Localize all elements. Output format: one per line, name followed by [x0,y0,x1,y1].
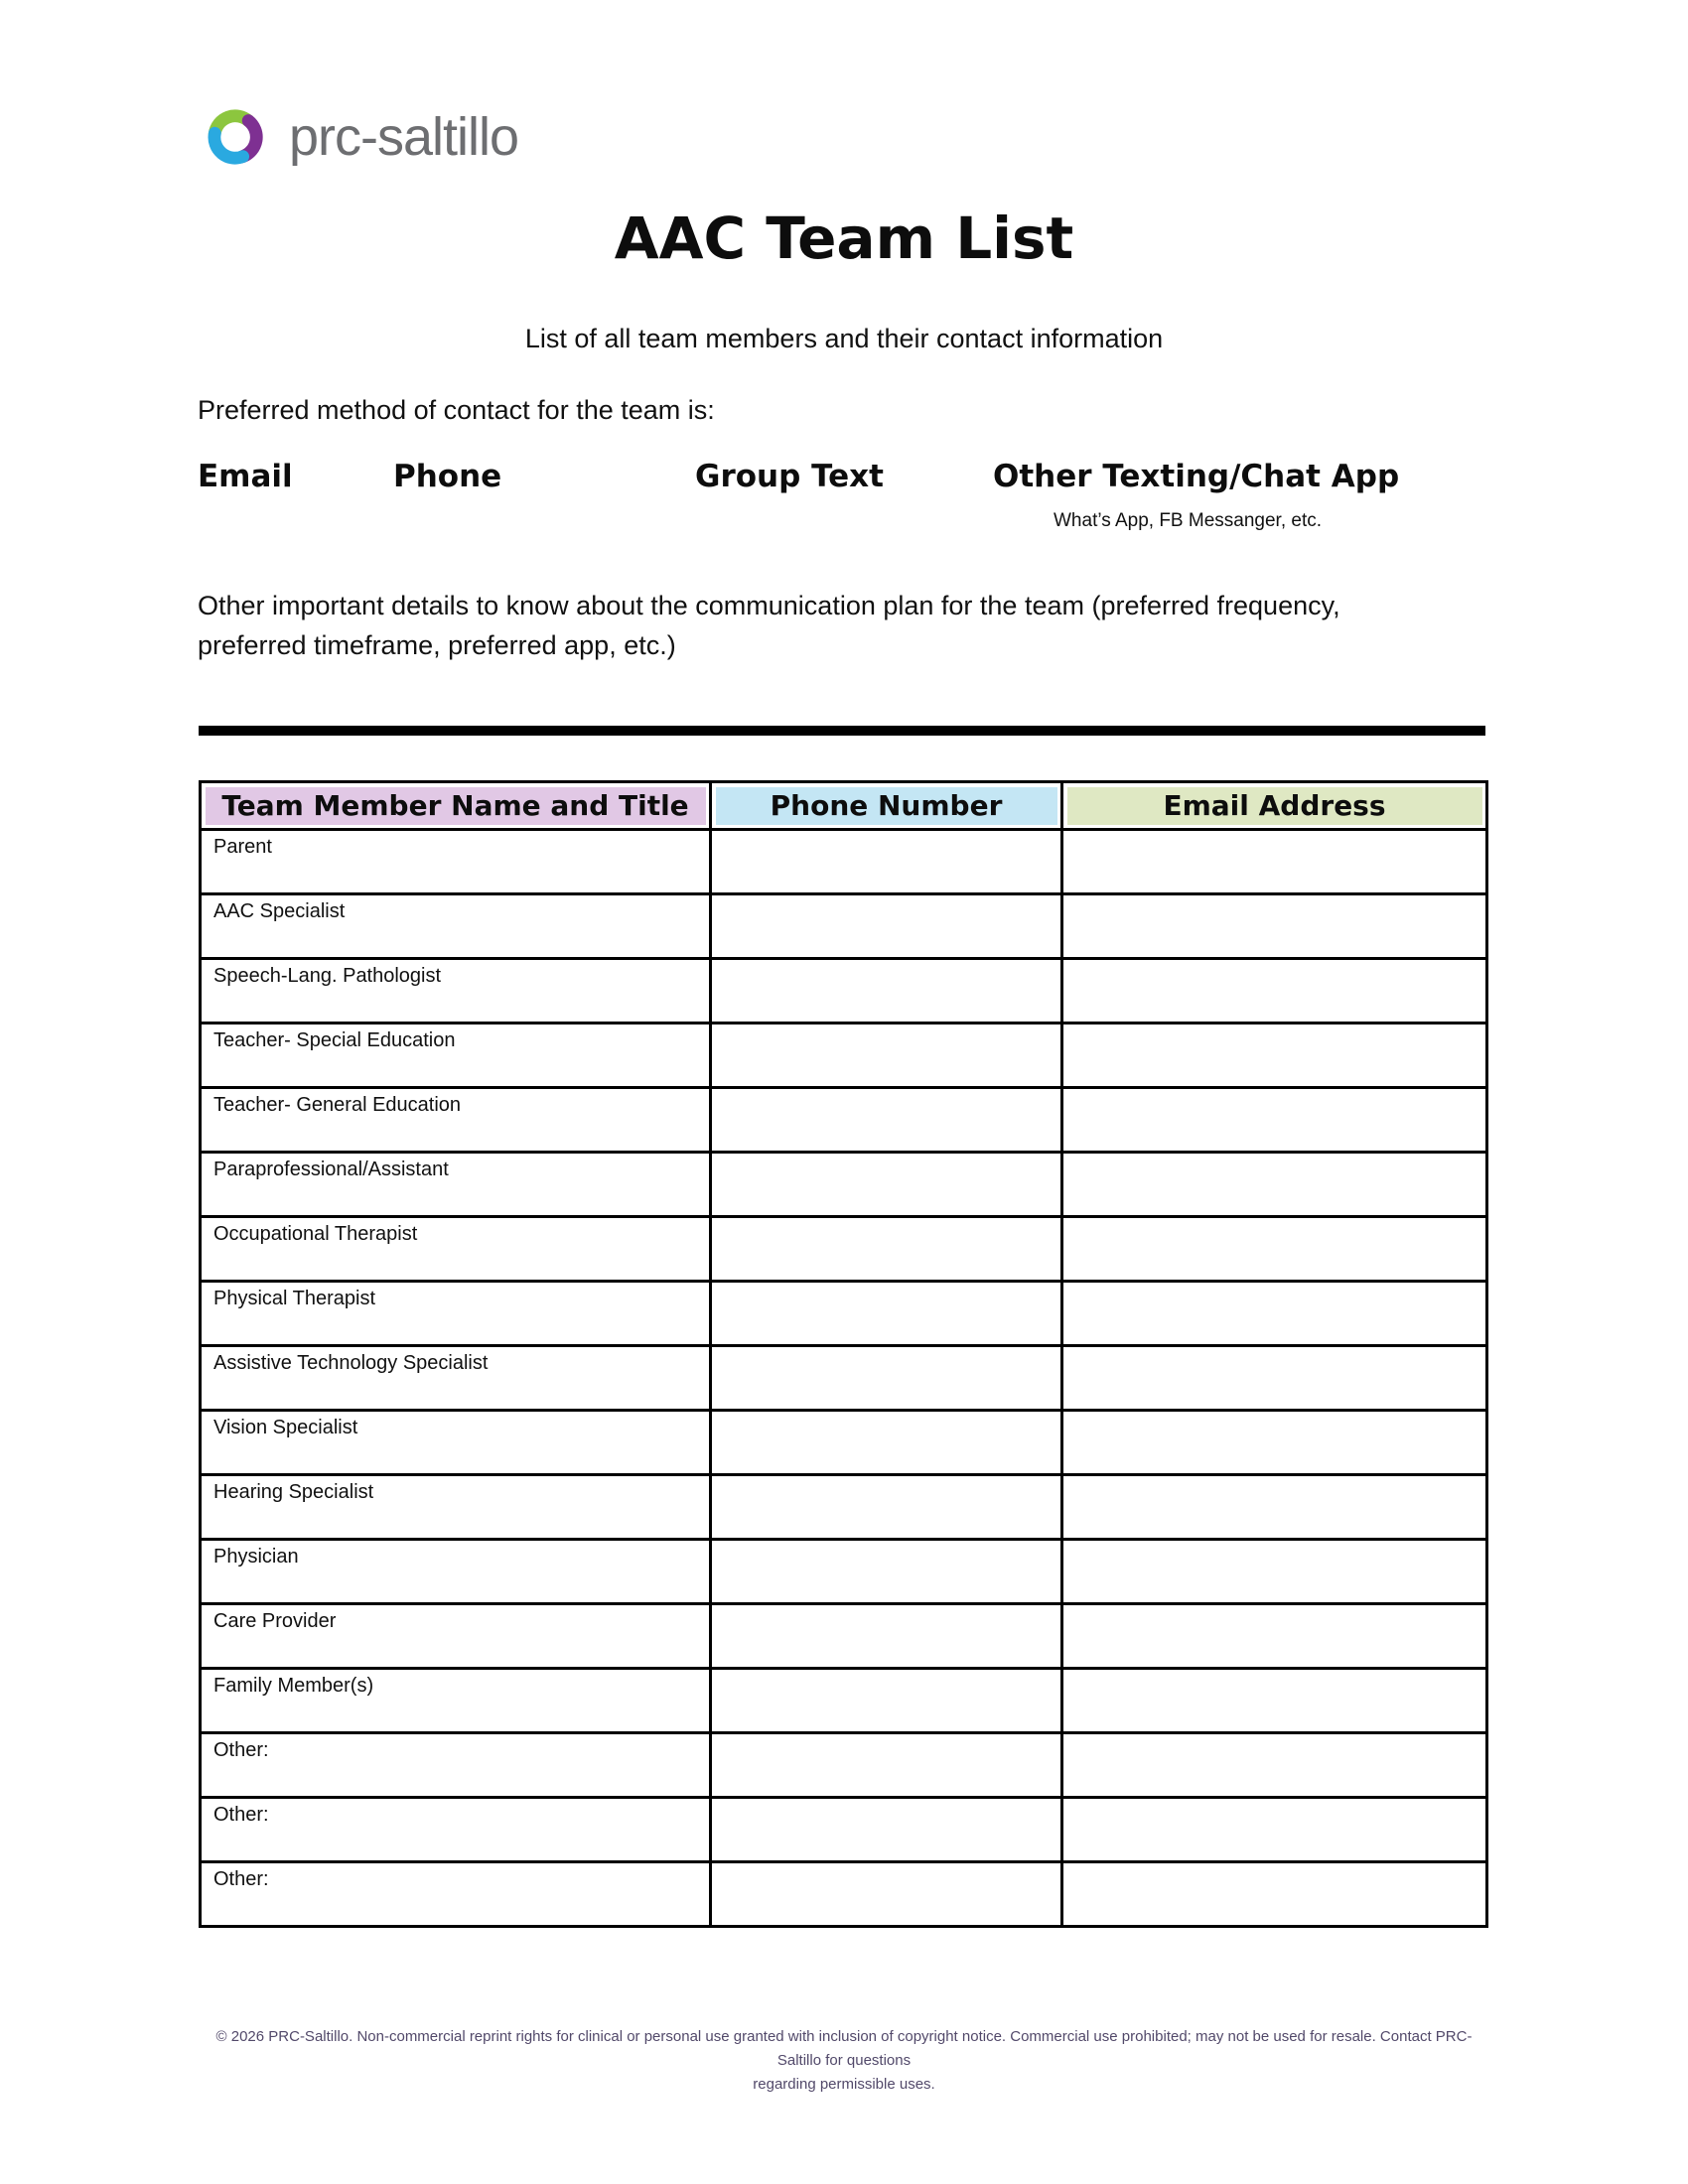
role-cell: Teacher- Special Education [201,1024,711,1088]
email-cell [1062,1475,1487,1540]
email-cell [1062,894,1487,959]
role-cell: Assistive Technology Specialist [201,1346,711,1411]
email-cell [1062,830,1487,894]
contact-option-phone: Phone [393,459,502,494]
table-row [201,1282,1487,1346]
role-cell: Other: [201,1798,711,1862]
phone-cell [711,1862,1062,1927]
page-subtitle: List of all team members and their contact information [524,324,1164,353]
table-row [201,1411,1487,1475]
phone-cell [711,1411,1062,1475]
role-cell: AAC Specialist [201,894,711,959]
team-table [199,780,1488,1928]
email-cell [1062,1733,1487,1798]
table-row [201,1604,1487,1669]
role-cell: Teacher- General Education [201,1088,711,1153]
details-paragraph: Other important details to know about the communication plan for the team (preferred frequency, preferred timeframe, preferred app, etc.) [198,591,1340,660]
table-row [201,1540,1487,1604]
phone-cell [711,1217,1062,1282]
role-cell: Physical Therapist [201,1282,711,1346]
phone-cell [711,1604,1062,1669]
phone-cell [711,1669,1062,1733]
table-row [201,1862,1487,1927]
table-row [201,1733,1487,1798]
role-cell: Occupational Therapist [201,1217,711,1282]
contact-option-email: Email [198,459,293,494]
email-cell [1062,1862,1487,1927]
role-cell: Speech-Lang. Pathologist [201,959,711,1024]
prc-saltillo-logo [196,97,518,177]
contact-option-other-app: Other Texting/Chat App [993,459,1400,494]
phone-cell [711,1540,1062,1604]
table-row [201,1475,1487,1540]
email-cell [1062,1024,1487,1088]
role-cell: Hearing Specialist [201,1475,711,1540]
email-cell [1062,1153,1487,1217]
team-table-body [201,830,1487,1927]
email-cell [1062,1346,1487,1411]
header-name-title: Team Member Name and Title [201,782,711,830]
role-cell: Vision Specialist [201,1411,711,1475]
phone-cell [711,830,1062,894]
phone-cell [711,1346,1062,1411]
role-cell: Other: [201,1733,711,1798]
table-row [201,1088,1487,1153]
role-cell: Paraprofessional/Assistant [201,1153,711,1217]
table-row [201,1798,1487,1862]
contact-option-group-text: Group Text [695,459,884,494]
role-cell: Family Member(s) [201,1669,711,1733]
phone-cell [711,959,1062,1024]
table-row [201,1217,1487,1282]
phone-cell [711,1088,1062,1153]
section-divider [199,726,1485,736]
copyright-footer [199,2025,1489,2097]
role-cell: Care Provider [201,1604,711,1669]
phone-cell [711,1024,1062,1088]
table-row [201,959,1487,1024]
email-cell [1062,959,1487,1024]
email-cell [1062,1217,1487,1282]
preferred-method-label: Preferred method of contact for the team is: [198,395,715,425]
table-row [201,1153,1487,1217]
email-cell [1062,1669,1487,1733]
prc-swirl-icon [196,97,275,177]
phone-cell [711,1153,1062,1217]
table-row [201,1669,1487,1733]
email-cell [1062,1282,1487,1346]
role-cell: Physician [201,1540,711,1604]
other-app-note: What’s App, FB Messanger, etc. [1054,510,1322,531]
phone-cell [711,1475,1062,1540]
email-cell [1062,1088,1487,1153]
contact-options-row [0,459,1688,504]
table-header-row [201,782,1487,830]
phone-cell [711,1282,1062,1346]
copyright-line-2: regarding permissible uses. [753,2076,935,2093]
email-cell [1062,1798,1487,1862]
email-cell [1062,1540,1487,1604]
header-email-address: Email Address [1062,782,1487,830]
email-cell [1062,1411,1487,1475]
role-cell: Parent [201,830,711,894]
table-row [201,1346,1487,1411]
table-row [201,894,1487,959]
role-cell: Other: [201,1862,711,1927]
phone-cell [711,1798,1062,1862]
table-row [201,1024,1487,1088]
header-phone-number: Phone Number [711,782,1062,830]
table-row [201,830,1487,894]
phone-cell [711,1733,1062,1798]
email-cell [1062,1604,1487,1669]
phone-cell [711,894,1062,959]
page-title: AAC Team List [614,205,1074,272]
logo-wordmark: prc-saltillo [289,107,519,167]
copyright-line-1: © 2026 PRC-Saltillo. Non-commercial reprint rights for clinical or personal use granted with inclusion of copyright notice. Commercial use prohibited; may not be used for resale. Contact PRC-Saltillo for questions [215,2028,1473,2069]
